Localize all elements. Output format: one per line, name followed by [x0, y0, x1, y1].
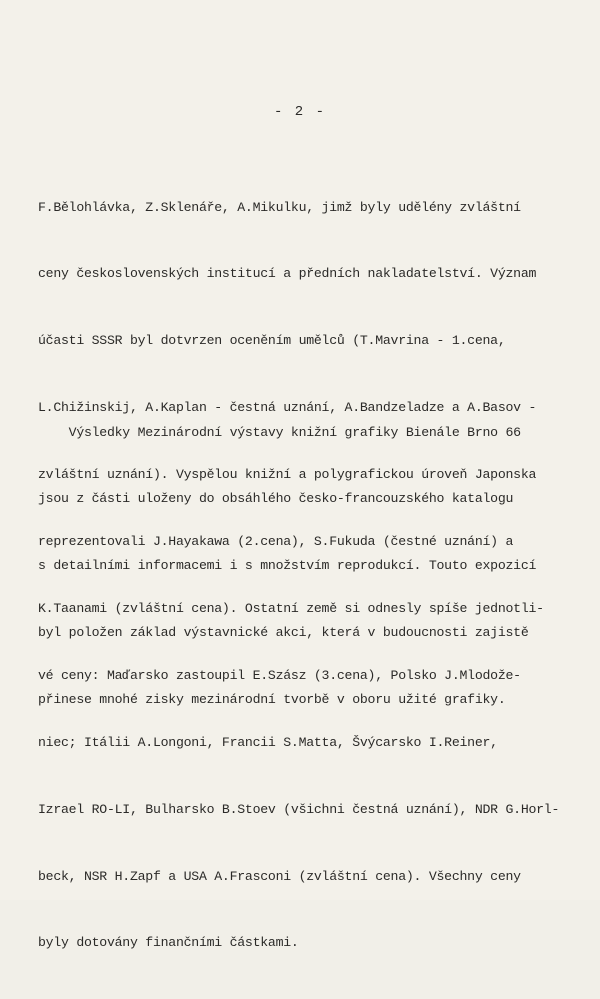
text-line: Izrael RO-LI, Bulharsko B.Stoev (všichni čestná uznání), NDR G.Horl-	[38, 801, 560, 817]
text-line: účasti SSSR byl dotvrzen oceněním umělců (T.Mavrina - 1.cena,	[38, 333, 506, 349]
text-line: byl položen základ výstavnické akci, která v budoucnosti zajistě	[38, 625, 529, 641]
page-number: - 2 -	[273, 104, 326, 120]
text-line: K.Taanami (zvláštní cena). Ostatní země si odnesly spíše jednotli-	[38, 600, 544, 616]
text-line: beck, NSR H.Zapf a USA A.Frasconi (zvláštní cena). Všechny ceny	[38, 868, 521, 884]
text-line: Výsledky Mezinárodní výstavy knižní grafiky Bienále Brno 66	[38, 424, 521, 440]
text-line: přinese mnohé zisky mezinárodní tvorbě v oboru užité grafiky.	[38, 692, 506, 708]
text-line: vé ceny: Maďarsko zastoupil E.Szász (3.cena), Polsko J.Mlodože-	[38, 667, 521, 683]
text-line: reprezentovali J.Hayakawa (2.cena), S.Fukuda (čestné uznání) a	[38, 534, 514, 550]
text-line: s detailními informacemi i s množstvím reprodukcí. Touto expozicí	[38, 558, 537, 574]
text-line: L.Chižinskij, A.Kaplan - čestná uznání, A.Bandzeladze a A.Basov -	[38, 400, 537, 416]
text-line: byly dotovány finančními částkami.	[38, 935, 299, 951]
text-line: jsou z části uloženy do obsáhlého česko-francouzského katalogu	[38, 491, 514, 507]
text-line: niec; Itálii A.Longoni, Francii S.Matta, Švýcarsko I.Reiner,	[38, 734, 498, 750]
text-line: ceny československých institucí a předních nakladatelství. Význam	[38, 266, 537, 282]
paragraph-results	[38, 377, 598, 756]
text-line: zvláštní uznání). Vyspělou knižní a polygrafickou úroveň Japonska	[38, 467, 537, 483]
text-line: F.Bělohlávka, Z.Sklenáře, A.Mikulku, jimž byly udělény zvláštní	[38, 199, 521, 215]
